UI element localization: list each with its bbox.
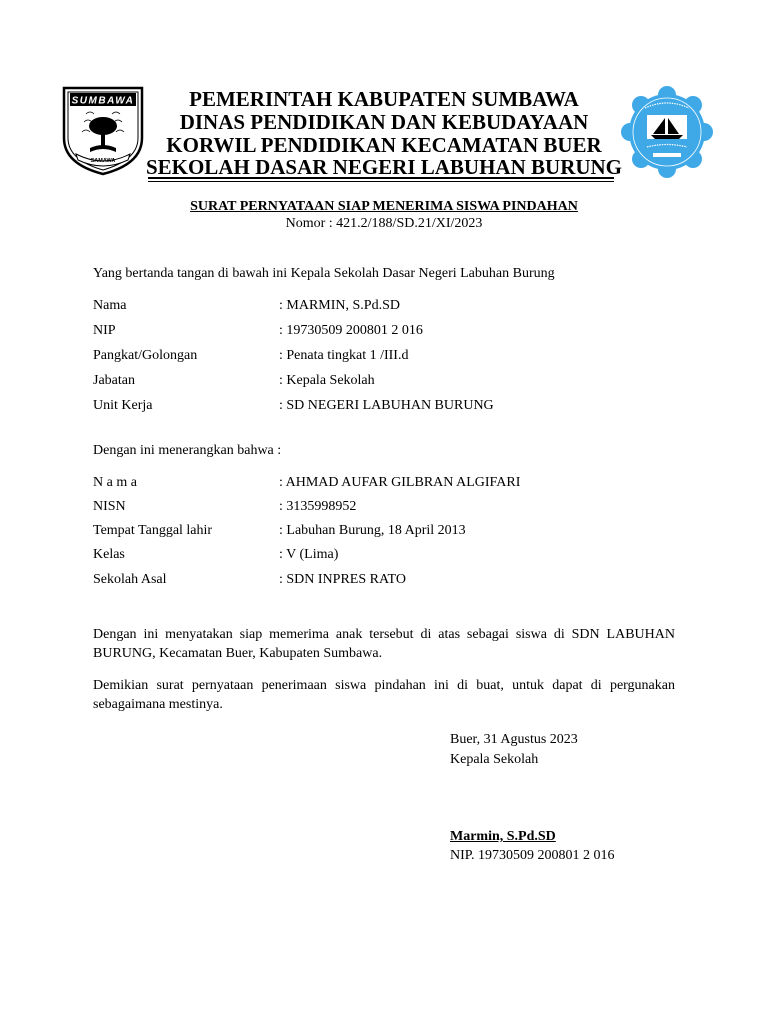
student-label-nisn: NISN (93, 499, 126, 514)
signer-label-rank: Pangkat/Golongan (93, 348, 198, 363)
student-label-birth: Tempat Tanggal lahir (93, 523, 213, 538)
statement-paragraph: Dengan ini menyatakan siap memerima anak tersebut di atas sebagai siswa di SDN LABUHAN BURUNG, Kecamatan Buer, Kabupaten Sumbawa. (93, 627, 675, 661)
statement-intro: Dengan ini menerangkan bahwa : (93, 443, 282, 458)
student-label-origin-school: Sekolah Asal (93, 572, 167, 587)
signer-value-position: : Kepala Sekolah (279, 373, 375, 388)
letterhead-rule-thick (148, 177, 614, 179)
signer-value-unit: : SD NEGERI LABUHAN BURUNG (279, 398, 494, 413)
signer-label-position: Jabatan (93, 373, 135, 388)
left-logo-text: SUMBAWA (71, 95, 135, 107)
document-title: SURAT PERNYATAAN SIAP MENERIMA SISWA PINDAHAN (190, 199, 578, 214)
letterhead-line-3: KORWIL PENDIDIKAN KECAMATAN BUER (166, 133, 602, 157)
signer-value-name: : MARMIN, S.Pd.SD (279, 298, 400, 313)
signer-value-rank: : Penata tingkat 1 /III.d (279, 348, 409, 363)
student-label-name: N a m a (93, 475, 137, 490)
signature-nip: NIP. 19730509 200801 2 016 (450, 848, 615, 863)
student-value-name: : AHMAD AUFAR GILBRAN ALGIFARI (279, 475, 521, 490)
letterhead-line-1: PEMERINTAH KABUPATEN SUMBAWA (189, 87, 579, 111)
intro-text: Yang bertanda tangan di bawah ini Kepala Sekolah Dasar Negeri Labuhan Burung (93, 266, 555, 281)
signer-label-name: Nama (93, 298, 127, 313)
student-value-nisn: : 3135998952 (279, 499, 357, 514)
school-emblem-boat-icon (617, 84, 717, 180)
signer-label-nip: NIP (93, 323, 116, 338)
student-value-class: : V (Lima) (279, 547, 339, 562)
student-value-origin-school: : SDN INPRES RATO (279, 572, 406, 587)
signature-place-date: Buer, 31 Agustus 2023 (450, 732, 578, 747)
signature-position: Kepala Sekolah (450, 752, 539, 767)
letterhead-line-2: DINAS PENDIDIKAN DAN KEBUDAYAAN (179, 110, 589, 134)
student-value-birth: : Labuhan Burung, 18 April 2013 (279, 523, 466, 538)
student-label-class: Kelas (93, 547, 125, 562)
closing-paragraph: Demikian surat pernyataan penerimaan siswa pindahan ini di buat, untuk dapat di pergunakan sebagaimana mestinya. (93, 678, 675, 712)
signature-name: Marmin, S.Pd.SD (450, 829, 556, 844)
left-logo-banner: SAMAWA (90, 158, 116, 164)
document-number: Nomor : 421.2/188/SD.21/XI/2023 (285, 216, 483, 231)
signer-label-unit: Unit Kerja (93, 398, 153, 413)
letterhead-line-4: SEKOLAH DASAR NEGERI LABUHAN BURUNG (145, 155, 623, 179)
signer-value-nip: : 19730509 200801 2 016 (279, 323, 423, 338)
letterhead-rule-thin (148, 181, 614, 182)
